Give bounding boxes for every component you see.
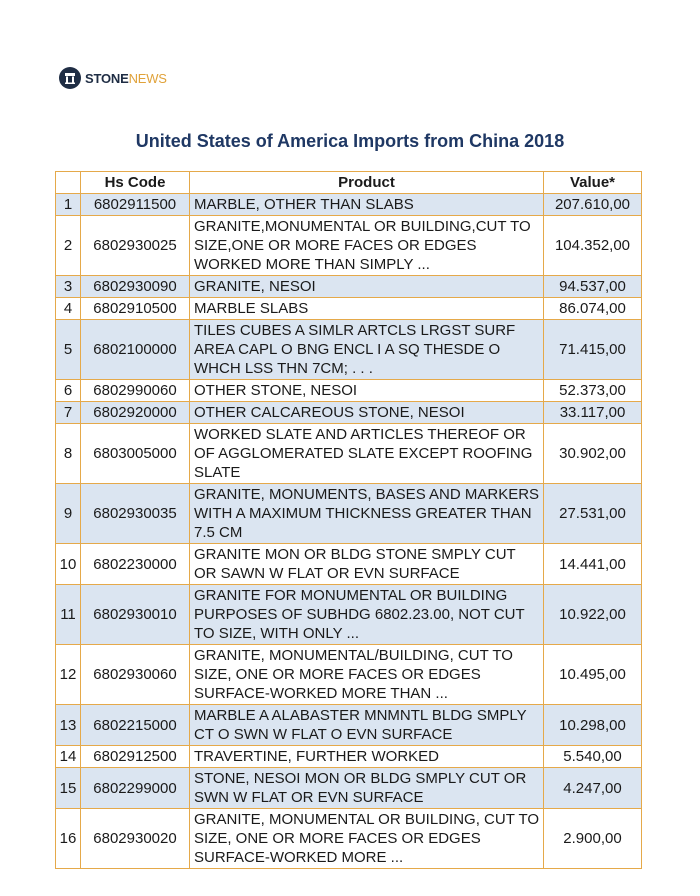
table-row xyxy=(56,424,642,484)
hs-code-cell: 6802990060 xyxy=(81,380,190,402)
logo-stone-text: STONE xyxy=(85,70,129,86)
row-number: 8 xyxy=(56,424,81,484)
row-number: 9 xyxy=(56,484,81,544)
product-cell: GRANITE, MONUMENTAL OR BUILDING, CUT TO SIZE, ONE OR MORE FACES OR EDGES SURFACE-WORKED MORE ... xyxy=(190,809,544,869)
table-row xyxy=(56,380,642,402)
logo-news-text: NEWS xyxy=(128,70,167,86)
value-cell: 207.610,00 xyxy=(544,194,642,216)
value-cell: 94.537,00 xyxy=(544,276,642,298)
product-cell: OTHER STONE, NESOI xyxy=(190,380,544,402)
row-number: 1 xyxy=(56,194,81,216)
logo-wordmark xyxy=(85,71,167,86)
value-cell: 86.074,00 xyxy=(544,298,642,320)
header-hs-code: Hs Code xyxy=(81,172,190,194)
table-row xyxy=(56,645,642,705)
table-row xyxy=(56,544,642,585)
table-row xyxy=(56,402,642,424)
product-cell: GRANITE FOR MONUMENTAL OR BUILDING PURPOSES OF SUBHDG 6802.23.00, NOT CUT TO SIZE, WITH ONLY ... xyxy=(190,585,544,645)
row-number: 3 xyxy=(56,276,81,298)
row-number: 14 xyxy=(56,746,81,768)
product-cell: GRANITE, MONUMENTAL/BUILDING, CUT TO SIZE, ONE OR MORE FACES OR EDGES SURFACE-WORKED MORE THAN ... xyxy=(190,645,544,705)
hs-code-cell: 6802910500 xyxy=(81,298,190,320)
value-cell: 10.298,00 xyxy=(544,705,642,746)
stonenews-logo xyxy=(59,67,167,89)
value-cell: 27.531,00 xyxy=(544,484,642,544)
header-product: Product xyxy=(190,172,544,194)
value-cell: 33.117,00 xyxy=(544,402,642,424)
table-row xyxy=(56,320,642,380)
product-cell: GRANITE,MONUMENTAL OR BUILDING,CUT TO SIZE,ONE OR MORE FACES OR EDGES WORKED MORE THAN SIMPLY ... xyxy=(190,216,544,276)
product-cell: TILES CUBES A SIMLR ARTCLS LRGST SURF AREA CAPL O BNG ENCL I A SQ THESDE O WHCH LSS THN 7CM; . . . xyxy=(190,320,544,380)
hs-code-cell: 6802912500 xyxy=(81,746,190,768)
row-number: 7 xyxy=(56,402,81,424)
row-number: 15 xyxy=(56,768,81,809)
value-cell: 5.540,00 xyxy=(544,746,642,768)
value-cell: 52.373,00 xyxy=(544,380,642,402)
page-title: United States of America Imports from China 2018 xyxy=(135,131,565,151)
table-row xyxy=(56,768,642,809)
row-number: 5 xyxy=(56,320,81,380)
value-cell: 104.352,00 xyxy=(544,216,642,276)
table-row xyxy=(56,705,642,746)
product-cell: WORKED SLATE AND ARTICLES THEREOF OR OF AGGLOMERATED SLATE EXCEPT ROOFING SLATE xyxy=(190,424,544,484)
value-cell: 10.495,00 xyxy=(544,645,642,705)
hs-code-cell: 6802100000 xyxy=(81,320,190,380)
product-cell: OTHER CALCAREOUS STONE, NESOI xyxy=(190,402,544,424)
row-number: 12 xyxy=(56,645,81,705)
product-cell: STONE, NESOI MON OR BLDG SMPLY CUT OR SWN W FLAT OR EVN SURFACE xyxy=(190,768,544,809)
hs-code-cell: 6802930060 xyxy=(81,645,190,705)
hs-code-cell: 6802215000 xyxy=(81,705,190,746)
product-cell: GRANITE, NESOI xyxy=(190,276,544,298)
table-row xyxy=(56,809,642,869)
table-row xyxy=(56,276,642,298)
hs-code-cell: 6802930090 xyxy=(81,276,190,298)
hs-code-cell: 6802911500 xyxy=(81,194,190,216)
product-cell: GRANITE, MONUMENTS, BASES AND MARKERS WITH A MAXIMUM THICKNESS GREATER THAN 7.5 CM xyxy=(190,484,544,544)
row-number: 2 xyxy=(56,216,81,276)
hs-code-cell: 6803005000 xyxy=(81,424,190,484)
value-cell: 2.900,00 xyxy=(544,809,642,869)
hs-code-cell: 6802930035 xyxy=(81,484,190,544)
product-cell: MARBLE A ALABASTER MNMNTL BLDG SMPLY CT O SWN W FLAT O EVN SURFACE xyxy=(190,705,544,746)
table-row xyxy=(56,194,642,216)
imports-table xyxy=(55,171,642,869)
value-cell: 10.922,00 xyxy=(544,585,642,645)
product-cell: MARBLE, OTHER THAN SLABS xyxy=(190,194,544,216)
row-number: 4 xyxy=(56,298,81,320)
row-number: 13 xyxy=(56,705,81,746)
hs-code-cell: 6802930025 xyxy=(81,216,190,276)
header-value: Value* xyxy=(544,172,642,194)
row-number: 6 xyxy=(56,380,81,402)
hs-code-cell: 6802230000 xyxy=(81,544,190,585)
value-cell: 4.247,00 xyxy=(544,768,642,809)
hs-code-cell: 6802930010 xyxy=(81,585,190,645)
table-row xyxy=(56,746,642,768)
table-row xyxy=(56,298,642,320)
hs-code-cell: 6802920000 xyxy=(81,402,190,424)
table-header-row xyxy=(56,172,642,194)
row-number: 11 xyxy=(56,585,81,645)
row-number: 10 xyxy=(56,544,81,585)
product-cell: MARBLE SLABS xyxy=(190,298,544,320)
value-cell: 14.441,00 xyxy=(544,544,642,585)
hs-code-cell: 6802299000 xyxy=(81,768,190,809)
table-row xyxy=(56,585,642,645)
product-cell: GRANITE MON OR BLDG STONE SMPLY CUT OR SAWN W FLAT OR EVN SURFACE xyxy=(190,544,544,585)
value-cell: 71.415,00 xyxy=(544,320,642,380)
table-row xyxy=(56,484,642,544)
product-cell: TRAVERTINE, FURTHER WORKED xyxy=(190,746,544,768)
value-cell: 30.902,00 xyxy=(544,424,642,484)
table-row xyxy=(56,216,642,276)
header-num xyxy=(56,172,81,194)
hs-code-cell: 6802930020 xyxy=(81,809,190,869)
row-number: 16 xyxy=(56,809,81,869)
stonenews-logo-icon xyxy=(59,67,81,89)
